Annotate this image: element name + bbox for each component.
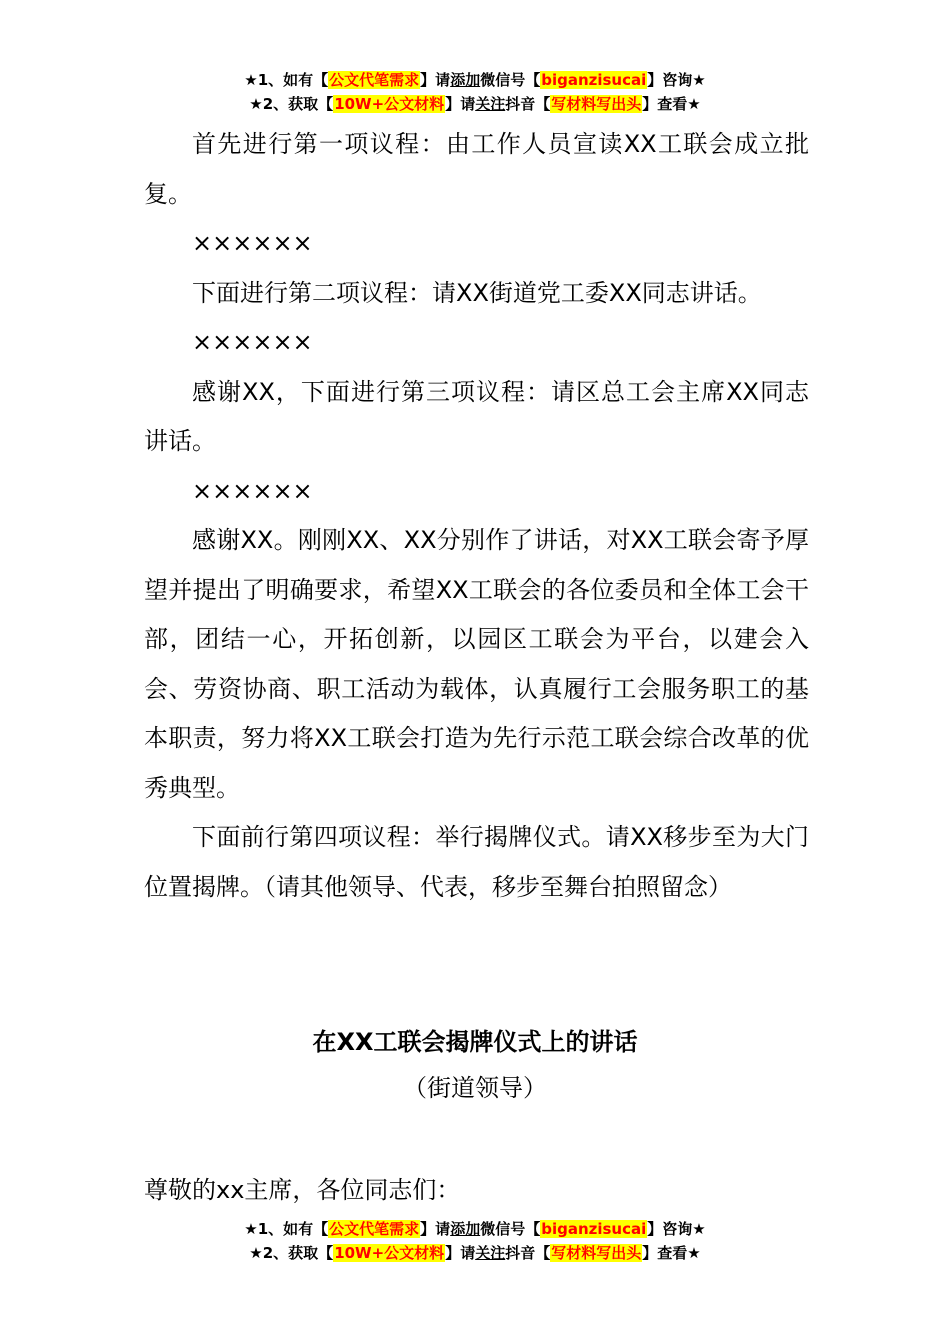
speech-subtitle: （街道领导）	[403, 1074, 547, 1102]
paragraph: 感谢XX。刚刚XX、XX分别作了讲话，对XX工联会寄予厚望并提出了明确要求，希望XX工联会的各位委员和全体工会干部，团结一心，开拓创新，以园区工联会为平台，以建会入会、劳资协商、职工活动为载体，认真履行工会服务职工的基本职责，努力将XX工联会打造为先行示范工联会综合改革的优秀典型。	[144, 526, 809, 802]
separator: ××××××	[192, 229, 313, 257]
paragraph: 下面前行第四项议程：举行揭牌仪式。请XX移步至为大门位置揭牌。（请其他领导、代表，移步至舞台拍照留念）	[144, 823, 809, 901]
highlight-wechat-id: biganzisucai	[541, 1220, 647, 1238]
promo-line-2: ★2、获取【10W+公文材料】请关注抖音【写材料写出头】查看★	[249, 95, 701, 113]
highlight-douyin: 写材料写出头	[551, 1244, 642, 1262]
separator: ××××××	[192, 476, 313, 505]
highlight-materials: 10W+公文材料	[334, 1244, 445, 1262]
highlight-wechat-id: biganzisucai	[541, 71, 647, 89]
highlight-douyin: 写材料写出头	[551, 95, 642, 113]
promo-banner-bottom	[0, 1217, 950, 1265]
promo-line-1: ★1、如有【公文代笔需求】请添加微信号【biganzisucai】咨询★	[244, 1220, 706, 1238]
paragraph: 感谢XX，下面进行第三项议程：请区总工会主席XX同志讲话。	[144, 377, 809, 455]
promo-banner-top	[0, 68, 950, 116]
document-body	[144, 120, 809, 912]
highlight-service: 公文代笔需求	[329, 71, 420, 89]
highlight-materials: 10W+公文材料	[334, 95, 445, 113]
paragraph: 首先进行第一项议程：由工作人员宣读XX工联会成立批复。	[144, 130, 809, 208]
paragraph: 下面进行第二项议程：请XX街道党工委XX同志讲话。	[192, 278, 762, 307]
promo-line-1: ★1、如有【公文代笔需求】请添加微信号【biganzisucai】咨询★	[244, 71, 706, 89]
greeting-line: 尊敬的xx主席，各位同志们：	[144, 1176, 461, 1204]
separator: ××××××	[192, 328, 313, 356]
highlight-service: 公文代笔需求	[329, 1220, 420, 1238]
promo-line-2: ★2、获取【10W+公文材料】请关注抖音【写材料写出头】查看★	[249, 1244, 701, 1262]
speech-title: 在XX工联会揭牌仪式上的讲话	[312, 1028, 638, 1056]
